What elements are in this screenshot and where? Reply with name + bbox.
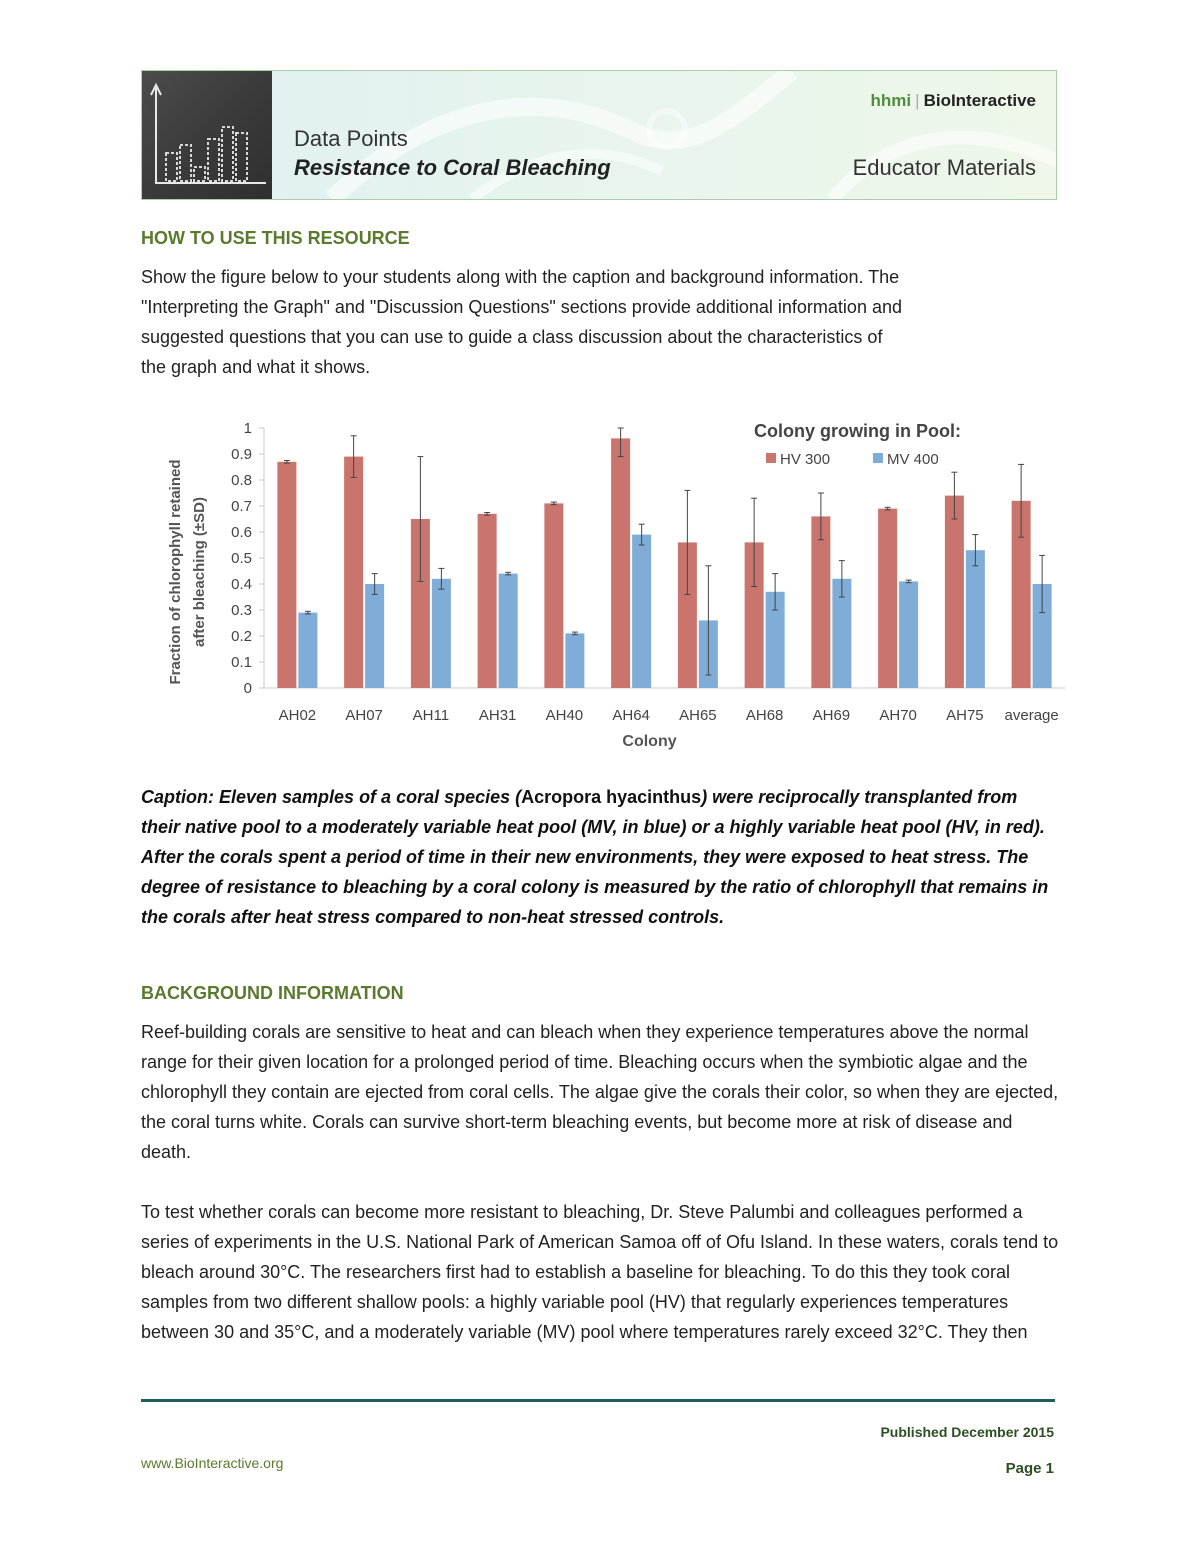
coral-bleaching-bar-chart	[160, 410, 1070, 755]
legend-label: HV 300	[780, 451, 831, 468]
paragraph-line: the graph and what it shows.	[141, 357, 371, 377]
y-axis-title-line2: after bleaching (±SD)	[191, 497, 208, 647]
page-number: Page 1	[1005, 1460, 1054, 1477]
caption-text-start: Caption: Eleven samples of a coral species (	[141, 787, 522, 807]
section-heading-how-to-use: HOW TO USE THIS RESOURCE	[141, 228, 410, 248]
document-title: Resistance to Coral Bleaching	[294, 155, 611, 180]
legend-label: MV 400	[887, 451, 939, 468]
x-tick-label: AH75	[946, 707, 984, 724]
x-tick-label: AH69	[812, 707, 851, 724]
bar-mv400	[632, 535, 651, 688]
y-tick-label: 0.9	[231, 446, 252, 463]
x-tick-label: AH31	[478, 707, 517, 724]
how-to-use-paragraph	[141, 262, 1061, 382]
y-tick-label: 0.3	[231, 602, 252, 619]
bar-hv300	[544, 503, 563, 688]
x-tick-label: AH11	[412, 707, 450, 724]
paragraph-line: "Interpreting the Graph" and "Discussion Questions" sections provide additional information and	[141, 297, 902, 317]
paragraph-line: Show the figure below to your students along with the caption and background information. The	[141, 267, 900, 287]
bar-hv300	[277, 462, 296, 688]
hhmi-biointeractive-logo[interactable]: hhmi | BioInteractive	[870, 91, 1036, 110]
y-tick-label: 0.8	[231, 472, 252, 489]
y-tick-label: 0.1	[231, 654, 252, 671]
bar-hv300	[945, 496, 964, 688]
y-tick-label: 0.6	[231, 524, 252, 541]
header-eyebrow: Data Points	[294, 126, 408, 151]
bar-mv400	[499, 574, 518, 688]
bar-mv400	[432, 579, 451, 688]
x-tick-label: AH07	[345, 707, 383, 724]
x-tick-label: AH70	[879, 707, 917, 724]
figure-caption	[141, 782, 1061, 932]
y-tick-label: 0.7	[231, 498, 252, 515]
x-tick-label: AH02	[278, 707, 317, 724]
x-tick-label: average	[1004, 707, 1059, 724]
bar-mv400	[565, 633, 584, 688]
bar-mv400	[365, 584, 384, 688]
background-paragraph-1: Reef-building corals are sensitive to heat and can bleach when they experience temperatures above the normal range for their given location for a prolonged period of time. Bleaching occurs when the symbiotic algae and the chlorophyll they contain are ejected from coral cells. The algae give the corals their color, so when they are ejected, the coral turns white. Corals can survive short-term bleaching events, but become more at risk of disease and death.	[141, 1022, 1059, 1162]
y-tick-label: 0.2	[231, 628, 252, 645]
bar-hv300	[611, 438, 630, 688]
y-tick-label: 0.5	[231, 550, 252, 567]
x-tick-label: AH40	[545, 707, 584, 724]
legend-title: Colony growing in Pool:	[754, 421, 961, 441]
bar-mv400	[298, 613, 317, 688]
background-paragraph-2: To test whether corals can become more resistant to bleaching, Dr. Steve Palumbi and colleagues performed a series of experiments in the U.S. National Park of American Samoa off of Ofu Island. In these waters, corals tend to bleach around 30°C. The researchers first had to establish a baseline for bleaching. To do this they took coral samples from two different shallow pools: a highly variable pool (HV) that regularly experiences temperatures between 30 and 35°C, and a moderately variable (MV) pool where temperatures rarely exceed 32°C. They then	[141, 1202, 1059, 1342]
y-tick-label: 1	[243, 420, 252, 437]
y-axis-title-line1: Fraction of chlorophyll retained	[167, 459, 184, 685]
caption-text-end: ) were reciprocally transplanted from their native pool to a moderately variable heat pool (MV, in blue) or a highly variable heat pool (HV, in red). After the corals spent a period of time in their new environments, they were exposed to heat stress. The degree of resistance to bleaching by a coral colony is measured by the ratio of chlorophyll that remains in the corals after heat stress compared to non-heat stressed controls.	[141, 787, 1049, 927]
x-axis-title: Colony	[622, 733, 677, 750]
chalkboard-bar-chart-icon	[142, 71, 272, 199]
y-tick-label: 0	[243, 680, 252, 697]
section-heading-background: BACKGROUND INFORMATION	[141, 983, 404, 1003]
x-tick-label: AH68	[745, 707, 784, 724]
legend-swatch	[873, 453, 883, 463]
header-banner	[141, 70, 1057, 200]
legend-swatch	[766, 453, 776, 463]
x-tick-label: AH65	[679, 707, 717, 724]
caption-species: Acropora hyacinthus	[521, 787, 702, 807]
bar-hv300	[478, 514, 497, 688]
website-link[interactable]: www.BioInteractive.org	[141, 1455, 284, 1471]
x-tick-label: AH64	[612, 707, 650, 724]
bar-hv300	[344, 457, 363, 688]
paragraph-line: suggested questions that you can use to guide a class discussion about the characteristics of	[141, 327, 883, 347]
footer-divider	[141, 1399, 1055, 1402]
audience-label: Educator Materials	[852, 155, 1036, 180]
bar-hv300	[811, 516, 830, 688]
bar-mv400	[899, 581, 918, 688]
bar-hv300	[878, 509, 897, 688]
bar-mv400	[966, 550, 985, 688]
published-date: Published December 2015	[880, 1424, 1054, 1440]
y-tick-label: 0.4	[231, 576, 252, 593]
